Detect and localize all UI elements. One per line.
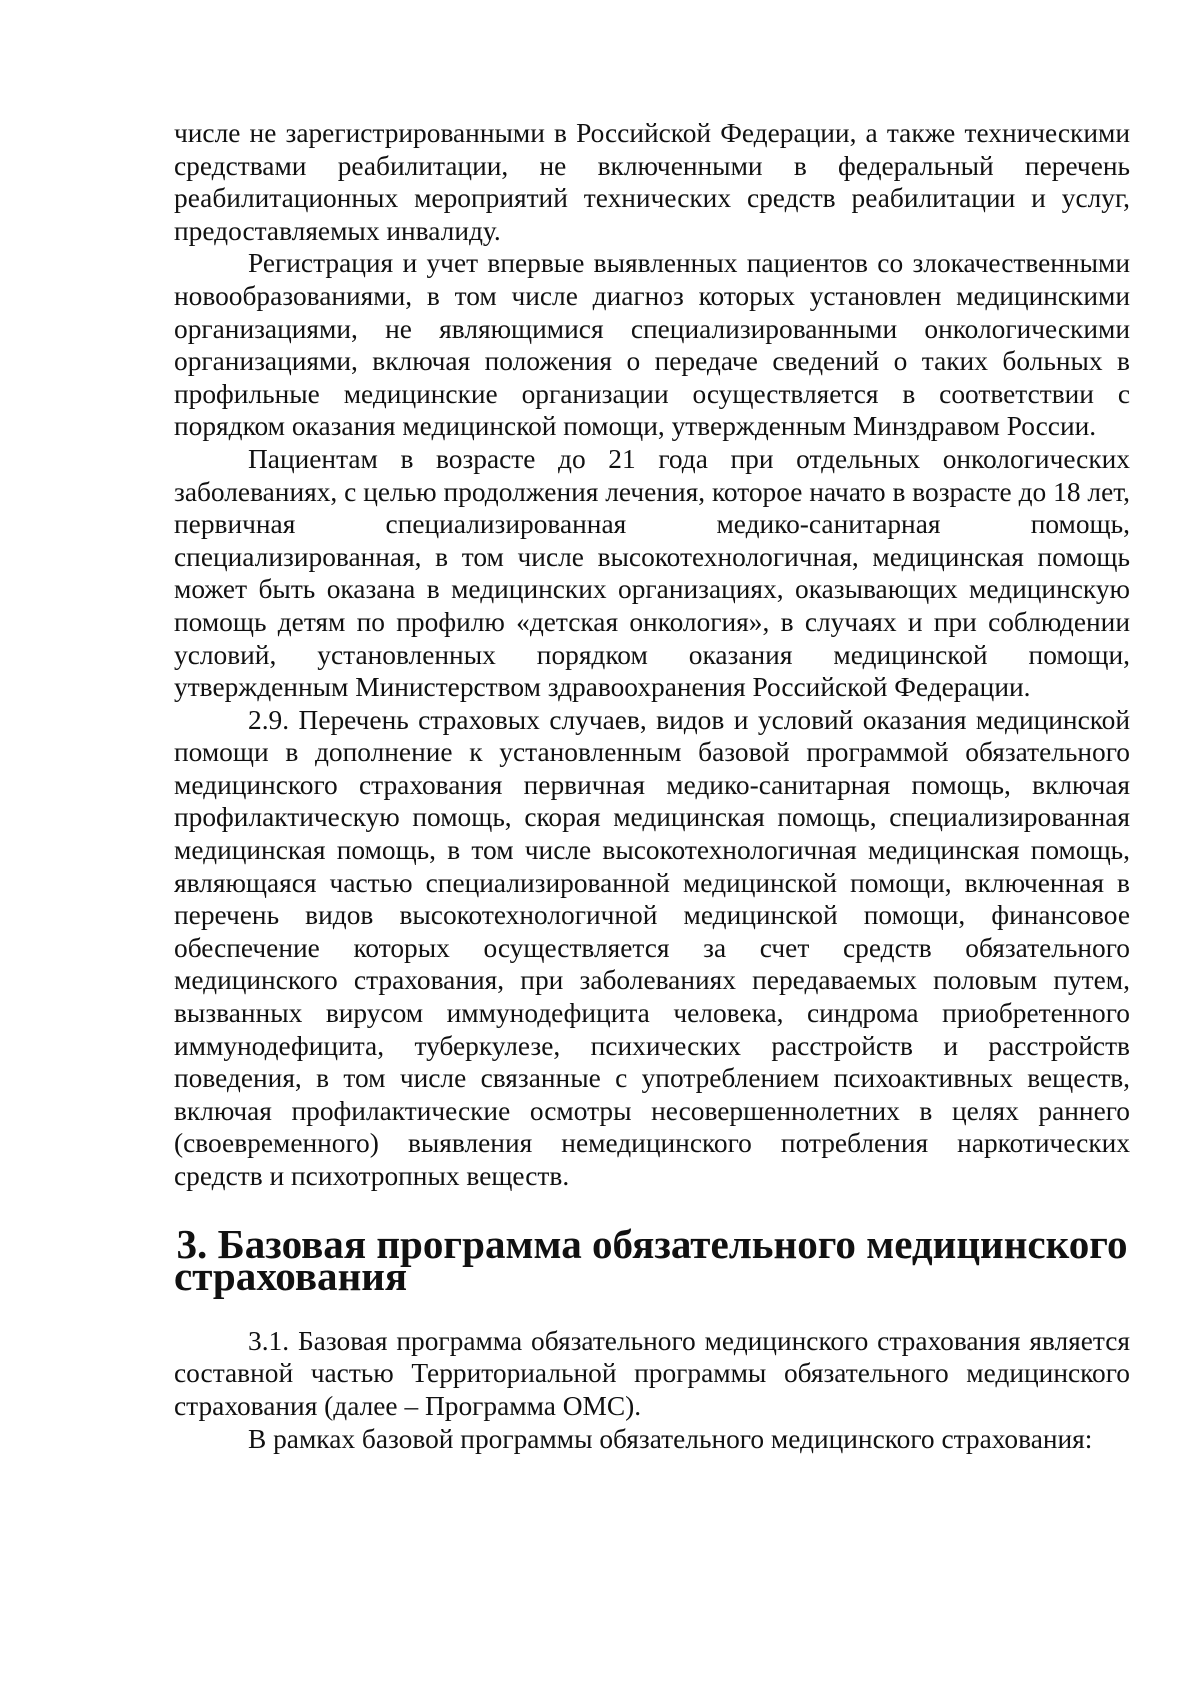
paragraph-oncology-registration: Регистрация и учет впервые выявленных пациентов со злокачественными новообразованиями, в том числе диагноз которых установлен медицинскими организациями, не являющимися специализированными онкологическими организациями, включая положения о передаче сведений о таких больных в профильные медицинские организации осуществляется в соответствии с порядком оказания медицинской помощи, утвержденным Минздравом России. — [174, 248, 1130, 442]
paragraph-2-9-insurance-cases: 2.9. Перечень страховых случаев, видов и условий оказания медицинской помощи в дополнение к установленным базовой программой обязательного медицинского страхования первичная медико-санитарная помощь, включая профилактическую помощь, скорая медицинская помощь, специализированная медицинская помощь, в том числе высокотехнологичная медицинская помощь, являющаяся частью специализированной медицинской помощи, включенная в перечень видов высокотехнологичной медицинской помощи, финансовое обеспечение которых осуществляется за счет средств обязательного медицинского страхования, при заболеваниях передаваемых половым путем, вызванных вирусом иммунодефицита человека, синдрома приобретенного иммунодефицита, туберкулезе, психических расстройств и расстройств поведения, в том числе связанные с употреблением психоактивных веществ, включая профилактические осмотры несовершеннолетних в целях раннего (своевременного) выявления немедицинского потребления наркотических средств и психотропных веществ. — [174, 704, 1130, 1191]
paragraph-tsr-continuation: числе не зарегистрированными в Российской Федерации, а также техническими средствами реабилитации, не включенными в федеральный перечень реабилитационных мероприятий технических средств реабилитации и услуг, предоставляемых инвалиду. — [174, 118, 1130, 246]
section-title: 3. Базовая программа обязательного медицинского страхования — [174, 1220, 1128, 1300]
paragraph-base-program-scope: В рамках базовой программы обязательного медицинского страхования: — [248, 1423, 1093, 1454]
paragraph-3-1-base-program: 3.1. Базовая программа обязательного медицинского страхования является составной частью Территориальной программы обязательного медицинского страхования (далее – Программа ОМС). — [174, 1325, 1130, 1421]
paragraph-pediatric-oncology: Пациентам в возрасте до 21 года при отдельных онкологических заболеваниях, с целью продолжения лечения, которое начато в возрасте до 18 лет, первичная специализированная медико-санитарная помощь, специализированная, в том числе высокотехнологичная, медицинская помощь может быть оказана в медицинских организациях, оказывающих медицинскую помощь детям по профилю «детская онкология», в случаях и при соблюдении условий, установленных порядком оказания медицинской помощи, утвержденным Министерством здравоохранения Российской Федерации. — [174, 443, 1130, 703]
document-page — [174, 117, 1130, 1455]
